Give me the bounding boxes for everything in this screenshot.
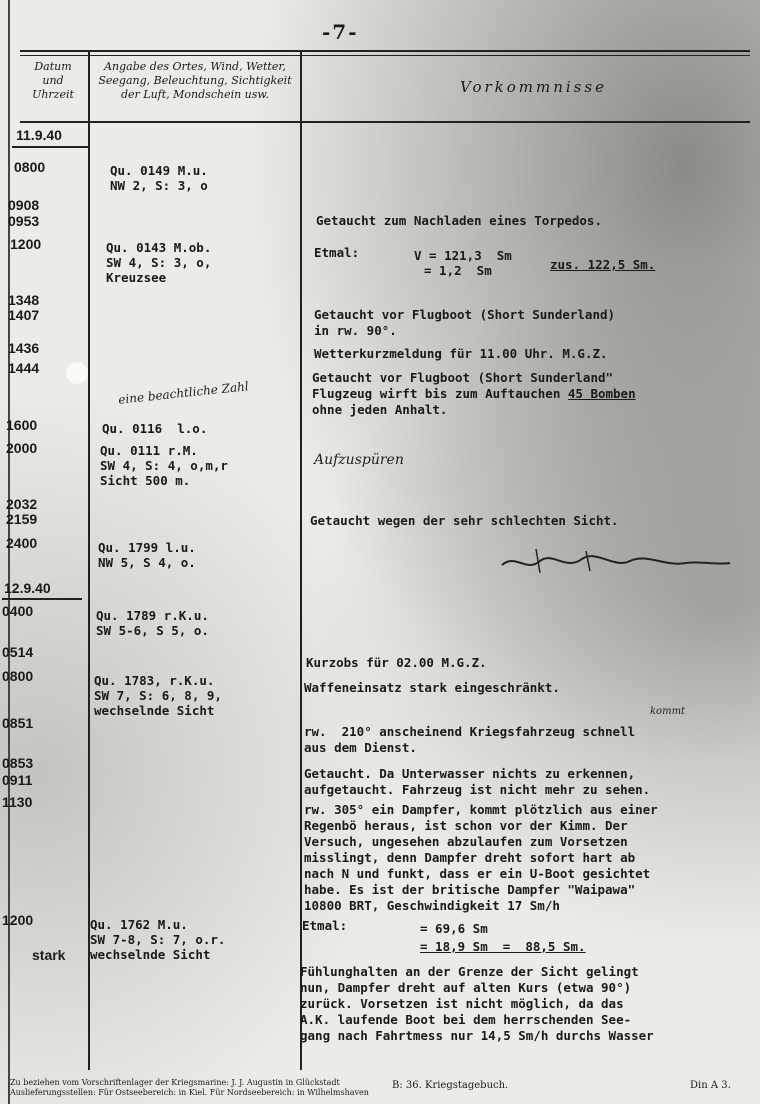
handwritten-note: eine beachtliche Zahl xyxy=(117,379,250,407)
time-entry: 1200 xyxy=(2,912,34,928)
position-weather: Qu. 1783, r.K.u. SW 7, S: 6, 8, 9, wechselnde Sicht xyxy=(94,673,222,718)
header-top-rule xyxy=(20,50,750,52)
time-entry: 1436 xyxy=(8,340,40,356)
header-date-line-1: Datum xyxy=(34,60,72,73)
handwritten-note: kommt xyxy=(650,706,686,717)
header-location-line-1: Angabe des Ortes, Wind, Wetter, xyxy=(104,60,286,73)
time-entry: 0800 xyxy=(14,159,46,175)
date-entry: 12.9.40 xyxy=(4,580,51,596)
header-events: Vorkommnisse xyxy=(460,78,607,96)
event-entry: Getaucht vor Flugboot (Short Sunderland" xyxy=(312,370,614,385)
event-entry: Wetterkurzmeldung für 11.00 Uhr. M.G.Z. xyxy=(314,346,608,361)
date-underline xyxy=(2,598,82,600)
event-entry: Getaucht. Da Unterwasser nichts zu erkennen, aufgetaucht. Fahrzeug ist nicht mehr zu sehen. xyxy=(304,766,651,797)
footer-publisher xyxy=(10,1078,369,1098)
event-entry: rw. 210° anscheinend Kriegsfahrzeug schnell aus dem Dienst. xyxy=(304,724,636,755)
time-entry: 1348 xyxy=(8,292,40,308)
time-entry: 1600 xyxy=(6,417,38,433)
etmal-line: = 18,9 Sm = 88,5 Sm. xyxy=(420,939,586,954)
date-entry: 11.9.40 xyxy=(16,127,62,143)
event-entry: Waffeneinsatz stark eingeschränkt. xyxy=(304,680,560,695)
header-bottom-rule xyxy=(20,121,750,123)
header-date-line-2: und xyxy=(42,74,64,87)
event-entry: Getaucht wegen der sehr schlechten Sicht. xyxy=(310,513,619,528)
position-weather: Qu. 0116 l.o. xyxy=(102,421,208,436)
position-weather: Qu. 1762 M.u. SW 7-8, S: 7, o.r. wechselnde Sicht xyxy=(90,917,226,962)
event-entry: Kurzobs für 02.00 M.G.Z. xyxy=(306,655,487,670)
time-entry: 0400 xyxy=(2,603,34,619)
etmal-label: Etmal: xyxy=(302,918,348,933)
time-entry: 1407 xyxy=(8,307,40,323)
event-text: Flugzeug wirft bis zum Auftauchen xyxy=(312,386,568,401)
header-location-line-3: der Luft, Mondschein usw. xyxy=(120,88,270,101)
etmal-line: V = 121,3 Sm xyxy=(414,248,512,263)
punch-hole xyxy=(66,362,88,384)
time-entry: 1200 xyxy=(10,236,42,252)
bomb-count: 45 Bomben xyxy=(567,386,636,401)
time-entry: 0911 xyxy=(2,772,33,788)
position-weather: Qu. 0143 M.ob. SW 4, S: 3, o, Kreuzsee xyxy=(106,240,212,285)
event-entry: rw. 305° ein Dampfer, kommt plötzlich aus einer Regenbö heraus, ist schon vor der Kimm. Der Versuch, ungesehen abzulaufen zum Vorsetzen misslingt, denn Dampfer dreht sofort hart ab nach N und funkt, dass er ein U-Boot gesichtet habe. Es ist der britische Dampfer "Waipawa" 10800 BRT, Geschwindigkeit 17 Sm/h xyxy=(304,802,658,913)
time-entry: 1444 xyxy=(8,360,40,376)
etmal-line: = 69,6 Sm xyxy=(420,921,488,936)
time-entry: 0953 xyxy=(8,213,40,229)
position-weather: Qu. 1799 l.u. NW 5, S 4, o. xyxy=(98,540,196,570)
time-entry: 2000 xyxy=(6,440,38,456)
header-location xyxy=(92,60,298,102)
time-entry: 2032 xyxy=(6,496,38,512)
etmal-line: = 1,2 Sm xyxy=(424,263,492,278)
date-underline xyxy=(12,146,90,148)
handwritten-note: Aufzuspüren xyxy=(314,452,404,468)
event-entry: Getaucht vor Flugboot (Short Sunderland) in rw. 90°. xyxy=(314,307,616,338)
event-entry: Getaucht zum Nachladen eines Torpedos. xyxy=(316,213,602,228)
page-number: -7- xyxy=(322,20,359,44)
time-entry: 1130 xyxy=(2,794,33,810)
signature-mark xyxy=(496,543,736,583)
header-date-time xyxy=(20,60,86,102)
position-weather: Qu. 1789 r.K.u. SW 5-6, S 5, o. xyxy=(96,608,209,638)
footer-line-2: Auslieferungsstellen: Für Ostseebereich: in Kiel. Für Nordseebereich: in Wilhelmshaven xyxy=(10,1088,369,1097)
header-date-line-3: Uhrzeit xyxy=(32,88,74,101)
event-entry: Fühlunghalten an der Grenze der Sicht gelingt nun, Dampfer dreht auf alten Kurs (etwa 90°) zurück. Vorsetzen ist nicht möglich, da das A.K. laufende Boot bei dem herrschenden See- gang nach Fahrtmess nur 14,5 Sm/h durchs Wasser xyxy=(300,964,654,1043)
footer-paper-size: Din A 3. xyxy=(690,1080,731,1091)
event-entry: ohne jeden Anhalt. xyxy=(312,402,448,417)
left-margin-rule xyxy=(8,0,10,1104)
time-entry: 0800 xyxy=(2,668,34,684)
footer-line-1: Zu beziehen vom Vorschriftenlager der Kriegsmarine: J. J. Augustin in Glückstadt xyxy=(10,1078,340,1087)
position-weather: Qu. 0111 r.M. SW 4, S: 4, o,m,r Sicht 500 m. xyxy=(100,443,228,488)
time-entry: 0851 xyxy=(2,715,34,731)
time-entry: 0514 xyxy=(2,644,34,660)
etmal-label: Etmal: xyxy=(314,245,360,260)
time-entry: 2159 xyxy=(6,511,38,527)
time-entry: stark xyxy=(32,947,66,963)
etmal-total: zus. 122,5 Sm. xyxy=(550,257,656,272)
header-top-rule-2 xyxy=(20,55,750,56)
position-weather: Qu. 0149 M.u. NW 2, S: 3, o xyxy=(110,163,208,193)
time-entry: 2400 xyxy=(6,535,38,551)
header-location-line-2: Seegang, Beleuchtung, Sichtigkeit xyxy=(98,74,292,87)
footer-form-number: B: 36. Kriegstagebuch. xyxy=(392,1080,509,1091)
event-entry xyxy=(312,386,636,402)
time-entry: 0908 xyxy=(8,197,40,213)
time-entry: 0853 xyxy=(2,755,34,771)
